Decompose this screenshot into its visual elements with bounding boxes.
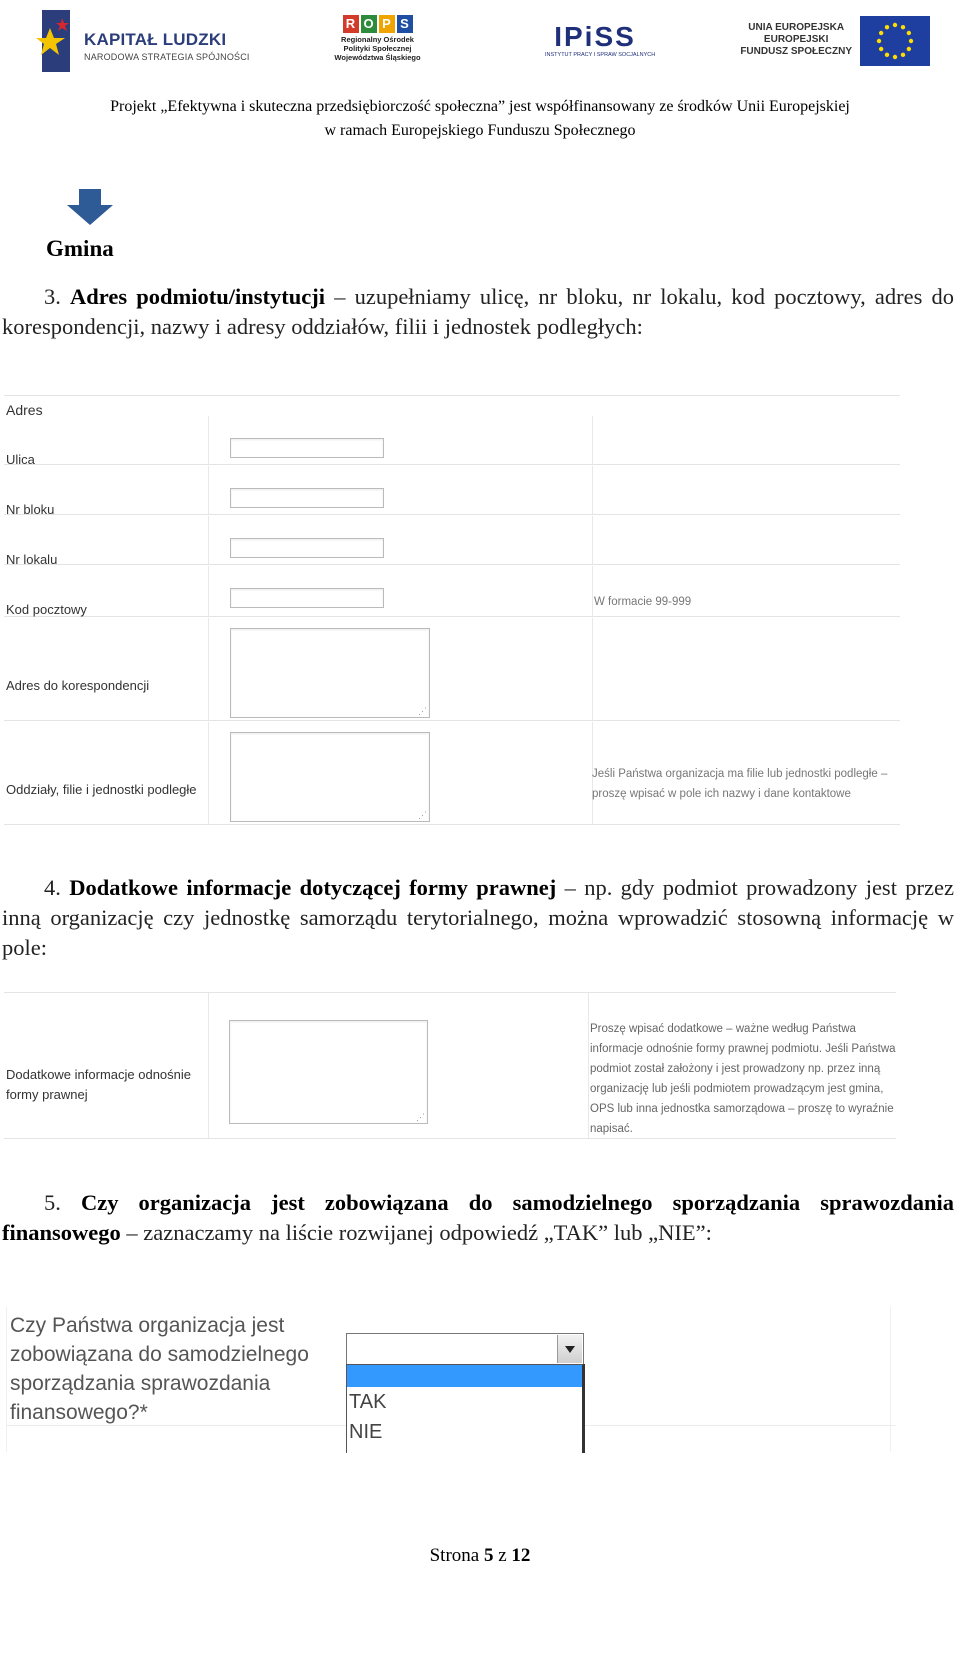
eu-logo-text bbox=[740, 22, 852, 58]
item-5-rest: – zaznaczamy na liście rozwijanej odpowiedź „TAK” lub „NIE”: bbox=[120, 1220, 712, 1245]
legal-form-hint-line: Proszę wpisać dodatkowe – ważne według Państwa bbox=[590, 1023, 856, 1035]
eu-star-icon bbox=[885, 53, 889, 57]
oddzialy-hint-line: proszę wpisać w pole ich nazwy i dane kontaktowe bbox=[592, 788, 851, 800]
resize-grip-icon[interactable]: ⋰ bbox=[416, 1112, 425, 1122]
dropdown-list[interactable] bbox=[346, 1364, 585, 1453]
financial-report-question bbox=[10, 1311, 309, 1427]
legal-form-label bbox=[6, 1065, 191, 1105]
form-row-ulica bbox=[4, 416, 900, 465]
kod-pocztowy-hint: W formacie 99-999 bbox=[594, 596, 692, 608]
oddzialy-label: Oddziały, filie i jednostki podległe bbox=[6, 782, 197, 797]
kod-pocztowy-label: Kod pocztowy bbox=[6, 602, 87, 617]
dropdown-button[interactable] bbox=[557, 1335, 582, 1363]
ipiss-logo bbox=[545, 21, 656, 62]
address-form-heading: Adres bbox=[6, 402, 43, 418]
financial-report-select[interactable] bbox=[346, 1333, 584, 1365]
rops-letter: O bbox=[361, 15, 377, 33]
item-4-number: 4. bbox=[44, 875, 61, 900]
resize-grip-icon[interactable]: ⋰ bbox=[418, 810, 427, 820]
form-row-kod-pocztowy bbox=[4, 566, 900, 617]
item-3-bold: Adres podmiotu/instytucji bbox=[70, 284, 326, 309]
kapital-ludzki-subtitle: NARODOWA STRATEGIA SPÓJNOŚCI bbox=[84, 52, 250, 62]
legal-form-label-line: formy prawnej bbox=[6, 1087, 88, 1102]
rops-subtitle-line: Województwa Śląskiego bbox=[334, 53, 421, 62]
eu-flag-icon bbox=[860, 16, 930, 66]
address-form bbox=[4, 395, 900, 826]
eu-star-icon bbox=[893, 23, 897, 27]
legal-form-hint-line: organizację lub jeśli podmiotem prowadzącym jest gmina, bbox=[590, 1083, 884, 1095]
legal-form-label-line: Dodatkowe informacje odnośnie bbox=[6, 1067, 191, 1082]
ulica-label: Ulica bbox=[6, 452, 35, 467]
form-row-nr-bloku bbox=[4, 466, 900, 515]
item-3-number: 3. bbox=[44, 284, 61, 309]
kapital-ludzki-name: KAPITAŁ LUDZKI bbox=[84, 30, 227, 49]
gmina-label: Gmina bbox=[46, 236, 114, 261]
dropdown-option-nie[interactable]: NIE bbox=[349, 1421, 383, 1443]
eu-star-icon bbox=[901, 53, 905, 57]
eu-star-icon bbox=[877, 39, 881, 43]
rops-letters bbox=[320, 15, 435, 33]
project-info-line-1: Projekt „Efektywna i skuteczna przedsiębiorczość społeczna” jest współfinansowany ze środków Unii Europejskiej bbox=[110, 98, 850, 115]
item-4-bold: Dodatkowe informacje dotyczącej formy prawnej bbox=[69, 875, 557, 900]
project-info-line-2: w ramach Europejskiego Funduszu Społecznego bbox=[324, 122, 636, 139]
resize-grip-icon[interactable]: ⋰ bbox=[418, 706, 427, 716]
item-5-text bbox=[2, 1188, 954, 1248]
eu-star-icon bbox=[893, 55, 897, 59]
nr-lokalu-label: Nr lokalu bbox=[6, 552, 58, 567]
oddzialy-hint-line: Jeśli Państwa organizacja ma filie lub jednostki podległe – bbox=[592, 768, 888, 780]
chevron-down-icon bbox=[565, 1346, 575, 1353]
item-5-number: 5. bbox=[44, 1190, 61, 1215]
down-arrow-icon bbox=[66, 188, 114, 226]
item-3-text bbox=[2, 282, 954, 342]
adres-korespondencji-label: Adres do korespondencji bbox=[6, 678, 150, 693]
legal-form-hint-line: informacje odnośnie formy prawnej podmiotu. Jeśli Państwa bbox=[590, 1043, 896, 1055]
ipiss-word: IPiSS bbox=[554, 21, 636, 52]
legal-form-field bbox=[4, 992, 896, 1139]
oddzialy-hint bbox=[592, 764, 887, 804]
eu-star-icon bbox=[879, 47, 883, 51]
footer-page-total: 12 bbox=[511, 1545, 531, 1566]
ulica-input[interactable] bbox=[230, 438, 384, 458]
dropdown-highlighted-blank-option[interactable] bbox=[347, 1365, 582, 1387]
rops-letter: S bbox=[397, 15, 413, 33]
footer-prefix: Strona bbox=[429, 1545, 484, 1566]
eu-logo-text-line: FUNDUSZ SPOŁECZNY bbox=[740, 46, 852, 57]
rops-letter: R bbox=[343, 15, 359, 33]
page-footer bbox=[0, 1545, 960, 1567]
eu-star-icon bbox=[879, 31, 883, 35]
legal-form-hint-line: podmiot został założony i jest prowadzony np. przez inną bbox=[590, 1063, 881, 1075]
nr-bloku-label: Nr bloku bbox=[6, 502, 55, 517]
footer-page-number: 5 bbox=[483, 1545, 494, 1566]
eu-logo bbox=[740, 16, 930, 70]
question-line: sporządzania sprawozdania bbox=[10, 1372, 271, 1395]
question-line: finansowego?* bbox=[10, 1401, 148, 1424]
dropdown-option-tak[interactable]: TAK bbox=[349, 1391, 387, 1413]
nr-lokalu-input[interactable] bbox=[230, 538, 384, 558]
item-4-text bbox=[2, 873, 954, 963]
question-line: Czy Państwa organizacja jest bbox=[10, 1314, 285, 1337]
kod-pocztowy-input[interactable] bbox=[230, 588, 384, 608]
item-4-rest: – np. gdy podmiot prowadzony jest przez inną organizację czy jednostkę samorządu terytorialnego, można wprowadzić stosowną informację w pole: bbox=[2, 875, 954, 960]
eu-star-icon bbox=[907, 31, 911, 35]
rops-subtitle-line: Polityki Społecznej bbox=[343, 44, 412, 53]
kapital-ludzki-star-icon bbox=[36, 10, 74, 72]
adres-korespondencji-textarea[interactable] bbox=[230, 628, 430, 718]
legal-form-hint bbox=[590, 1019, 896, 1139]
footer-mid: z bbox=[493, 1545, 512, 1566]
form-row-nr-lokalu bbox=[4, 516, 900, 565]
legal-form-hint-line: OPS lub inna jednostka samorządowa – proszę to wyraźnie bbox=[590, 1103, 894, 1115]
legal-form-hint-line: napisać. bbox=[590, 1123, 633, 1135]
eu-star-icon bbox=[901, 25, 905, 29]
ipiss-subtitle: INSTYTUT PRACY I SPRAW SOCJALNYCH bbox=[545, 52, 656, 58]
oddzialy-textarea[interactable] bbox=[230, 732, 430, 822]
legal-form-textarea[interactable] bbox=[229, 1020, 428, 1124]
rops-subtitle-line: Regionalny Ośrodek bbox=[341, 35, 414, 44]
eu-star-icon bbox=[909, 39, 913, 43]
eu-logo-text-line: UNIA EUROPEJSKA bbox=[748, 22, 845, 33]
nr-bloku-input[interactable] bbox=[230, 488, 384, 508]
item-5-bold: Czy organizacja jest zobowiązana do samodzielnego sporządzania sprawozdania finansowego bbox=[2, 1190, 955, 1245]
eu-star-icon bbox=[885, 25, 889, 29]
rops-letter: P bbox=[379, 15, 395, 33]
eu-star-icon bbox=[907, 47, 911, 51]
financial-report-form bbox=[6, 1307, 896, 1452]
rops-subtitle bbox=[320, 35, 435, 62]
form-row-oddzialy bbox=[4, 722, 900, 825]
question-line: zobowiązana do samodzielnego bbox=[10, 1343, 309, 1366]
item-3-rest: – uzupełniamy ulicę, nr bloku, nr lokalu, kod pocztowy, adres do korespondencji, nazwy i adresy oddziałów, filii i jednostek podległych: bbox=[2, 284, 955, 339]
rops-logo bbox=[320, 15, 435, 71]
eu-logo-text-line: EUROPEJSKI bbox=[763, 34, 829, 45]
form-row-adres-korespondencji bbox=[4, 618, 900, 721]
kapital-ludzki-logo bbox=[36, 8, 250, 72]
